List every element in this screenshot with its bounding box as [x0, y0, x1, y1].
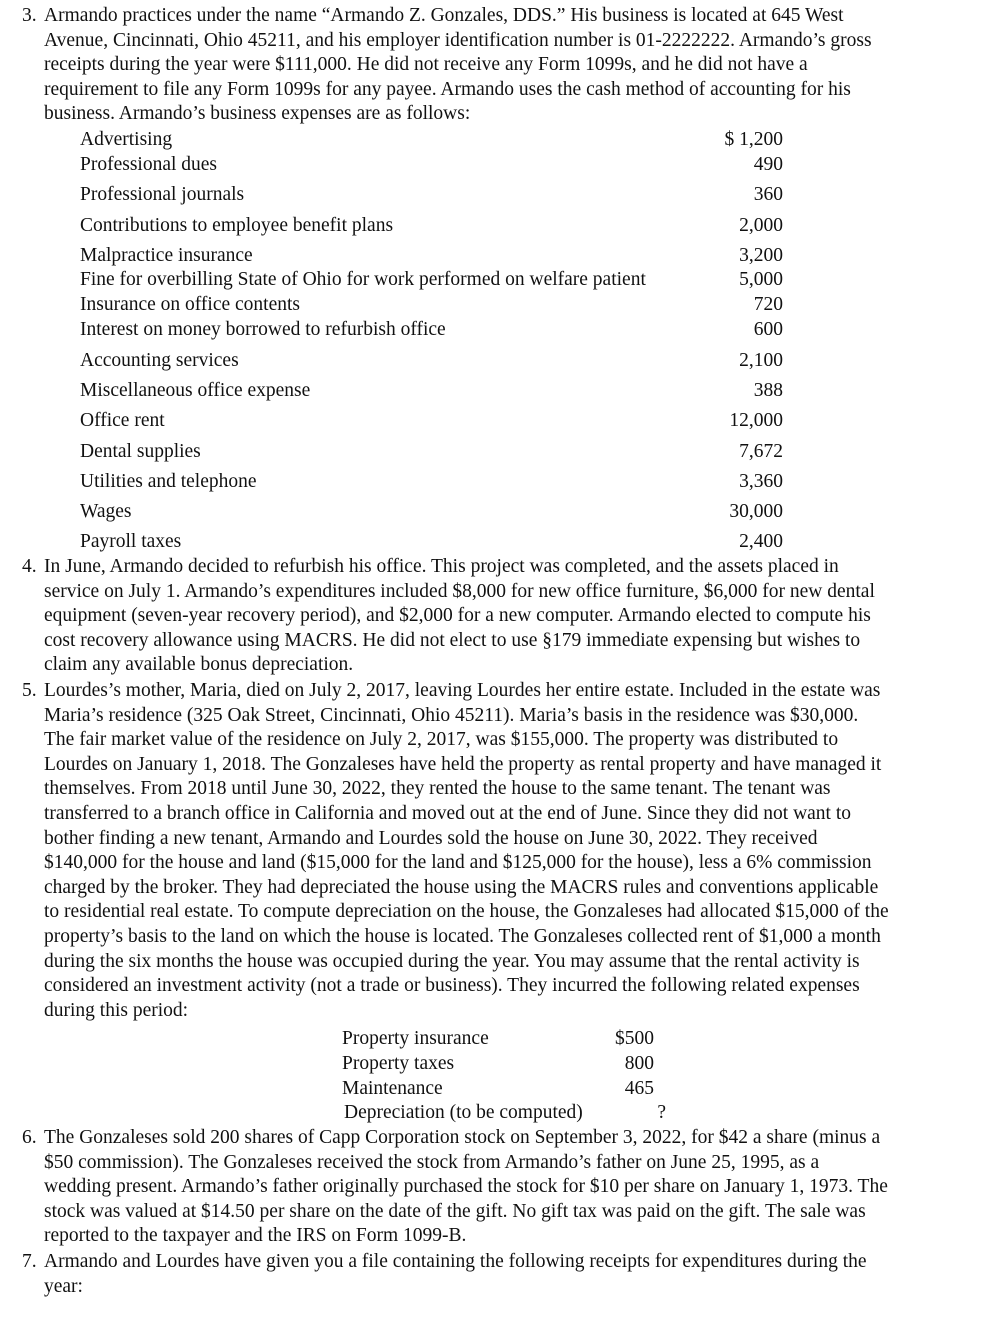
rental-expense-label: Property taxes — [342, 1053, 455, 1074]
expense-label: Malpractice insurance — [80, 245, 253, 266]
expense-amount: 5,000 — [739, 269, 783, 290]
paragraph-line: Armando and Lourdes have given you a file containing the following receipts for expenditures during the — [44, 1251, 867, 1272]
paragraph-line: Avenue, Cincinnati, Ohio 45211, and his employer identification number is 01-2222222. Armando’s gross — [44, 29, 872, 51]
expense-amount: 720 — [753, 294, 783, 315]
expense-label: Accounting services — [80, 350, 239, 371]
item-number: 7. — [22, 1251, 37, 1272]
expense-amount: 600 — [753, 319, 783, 340]
paragraph-line: to residential real estate. To compute depreciation on the house, the Gonzaleses had allocated $15,000 of the — [44, 901, 889, 923]
paragraph-line: stock was valued at $14.50 per share on the date of the gift. No gift tax was paid on the gift. The sale was — [44, 1200, 866, 1222]
paragraph-line: cost recovery allowance using MACRS. He did not elect to use §179 immediate expensing but wishes to — [44, 629, 861, 651]
expense-amount: 3,360 — [739, 471, 783, 492]
expense-label: Insurance on office contents — [80, 294, 301, 315]
paragraph-line: during the six months the house was occupied during the year. You may assume that the rental activity is — [44, 950, 860, 972]
paragraph-line: property’s basis to the land on which the house is located. The Gonzaleses collected rent of $1,000 a month — [44, 926, 881, 947]
expense-label: Fine for overbilling State of Ohio for work performed on welfare patient — [80, 269, 646, 290]
rental-expense-amount: ? — [657, 1102, 666, 1123]
rental-expense-amount: 465 — [624, 1078, 654, 1099]
rental-expense-label: Property insurance — [342, 1028, 489, 1049]
paragraph-line: $140,000 for the house and land ($15,000 for the land and $125,000 for the house), less a 6% commission — [44, 852, 872, 874]
expense-amount: 388 — [753, 380, 783, 401]
rental-expense-amount: 800 — [624, 1053, 654, 1074]
paragraph-line: reported to the taxpayer and the IRS on Form 1099-B. — [44, 1225, 467, 1247]
paragraph-line: Maria’s residence (325 Oak Street, Cincinnati, Ohio 45211). Maria’s basis in the residence was $30,000. — [44, 704, 859, 726]
paragraph-line: service on July 1. Armando’s expenditures included $8,000 for new office furniture, $6,000 for new dental — [44, 580, 875, 602]
expense-label: Dental supplies — [80, 441, 201, 462]
paragraph-line: The fair market value of the residence on July 2, 2017, was $155,000. The property was distributed to — [44, 729, 839, 751]
paragraph-line: during this period: — [44, 999, 189, 1021]
expense-label: Advertising — [80, 129, 173, 150]
paragraph-line: The Gonzaleses sold 200 shares of Capp Corporation stock on September 3, 2022, for $42 a share (minus a — [44, 1127, 881, 1148]
paragraph-line: business. Armando’s business expenses are as follows: — [44, 103, 471, 125]
expense-label: Professional dues — [80, 154, 218, 175]
expense-label: Professional journals — [80, 184, 245, 205]
rental-expense-label: Maintenance — [342, 1078, 443, 1099]
expense-label: Interest on money borrowed to refurbish office — [80, 319, 446, 340]
expense-label: Miscellaneous office expense — [80, 380, 311, 401]
paragraph-line: year: — [44, 1275, 83, 1297]
expense-amount: 12,000 — [729, 410, 783, 431]
paragraph-line: equipment (seven-year recovery period), and $2,000 for a new computer. Armando elected to compute his — [44, 605, 871, 627]
expense-amount: $ 1,200 — [724, 129, 783, 150]
paragraph-line: In June, Armando decided to refurbish his office. This project was completed, and the assets placed in — [44, 556, 839, 577]
rental-expense-label: Depreciation (to be computed) — [344, 1102, 583, 1123]
paragraph-line: requirement to file any Form 1099s for any payee. Armando uses the cash method of accounting for his — [44, 78, 851, 100]
paragraph-line: Lourdes on January 1, 2018. The Gonzaleses have held the property as rental property and have managed it — [44, 753, 882, 775]
paragraph-line: themselves. From 2018 until June 30, 2022, they rented the house to the same tenant. The tenant was — [44, 778, 831, 800]
paragraph-line: Armando practices under the name “Armando Z. Gonzales, DDS.” His business is located at 645 West — [44, 5, 844, 26]
item-number: 6. — [22, 1127, 37, 1148]
expense-amount: 30,000 — [729, 501, 783, 522]
expense-amount: 7,672 — [739, 441, 783, 462]
paragraph-line: claim any available bonus depreciation. — [44, 654, 354, 676]
expense-label: Wages — [80, 501, 132, 522]
item-number: 4. — [22, 556, 37, 577]
item-number: 5. — [22, 680, 37, 701]
paragraph-line: wedding present. Armando’s father originally purchased the stock for $10 per share on January 1, 1973. The — [44, 1176, 888, 1198]
expense-amount: 3,200 — [739, 245, 783, 266]
expense-label: Utilities and telephone — [80, 471, 257, 492]
expense-label: Office rent — [80, 410, 165, 431]
expense-amount: 2,000 — [739, 215, 783, 236]
expense-amount: 490 — [753, 154, 783, 175]
paragraph-line: considered an investment activity (not a trade or business). They incurred the following related expenses — [44, 975, 860, 997]
expense-label: Payroll taxes — [80, 531, 182, 552]
expense-amount: 2,400 — [739, 531, 783, 552]
paragraph-line: $50 commission). The Gonzaleses received the stock from Armando’s father on June 25, 1995, as a — [44, 1151, 820, 1173]
expense-label: Contributions to employee benefit plans — [80, 215, 394, 236]
paragraph-line: bother finding a new tenant, Armando and Lourdes sold the house on June 30, 2022. They received — [44, 827, 818, 849]
expense-amount: 360 — [753, 184, 783, 205]
paragraph-line: charged by the broker. They had depreciated the house using the MACRS rules and conventions applicable — [44, 876, 879, 898]
rental-expense-amount: $500 — [615, 1028, 654, 1049]
item-number: 3. — [22, 5, 37, 26]
expense-amount: 2,100 — [739, 350, 783, 371]
paragraph-line: Lourdes’s mother, Maria, died on July 2, 2017, leaving Lourdes her entire estate. Included in the estate was — [44, 680, 881, 701]
paragraph-line: transferred to a branch office in California and moved out at the end of June. Since they did not want to — [44, 803, 852, 824]
paragraph-line: receipts during the year were $111,000. He did not receive any Form 1099s, and he did not have a — [44, 54, 808, 76]
